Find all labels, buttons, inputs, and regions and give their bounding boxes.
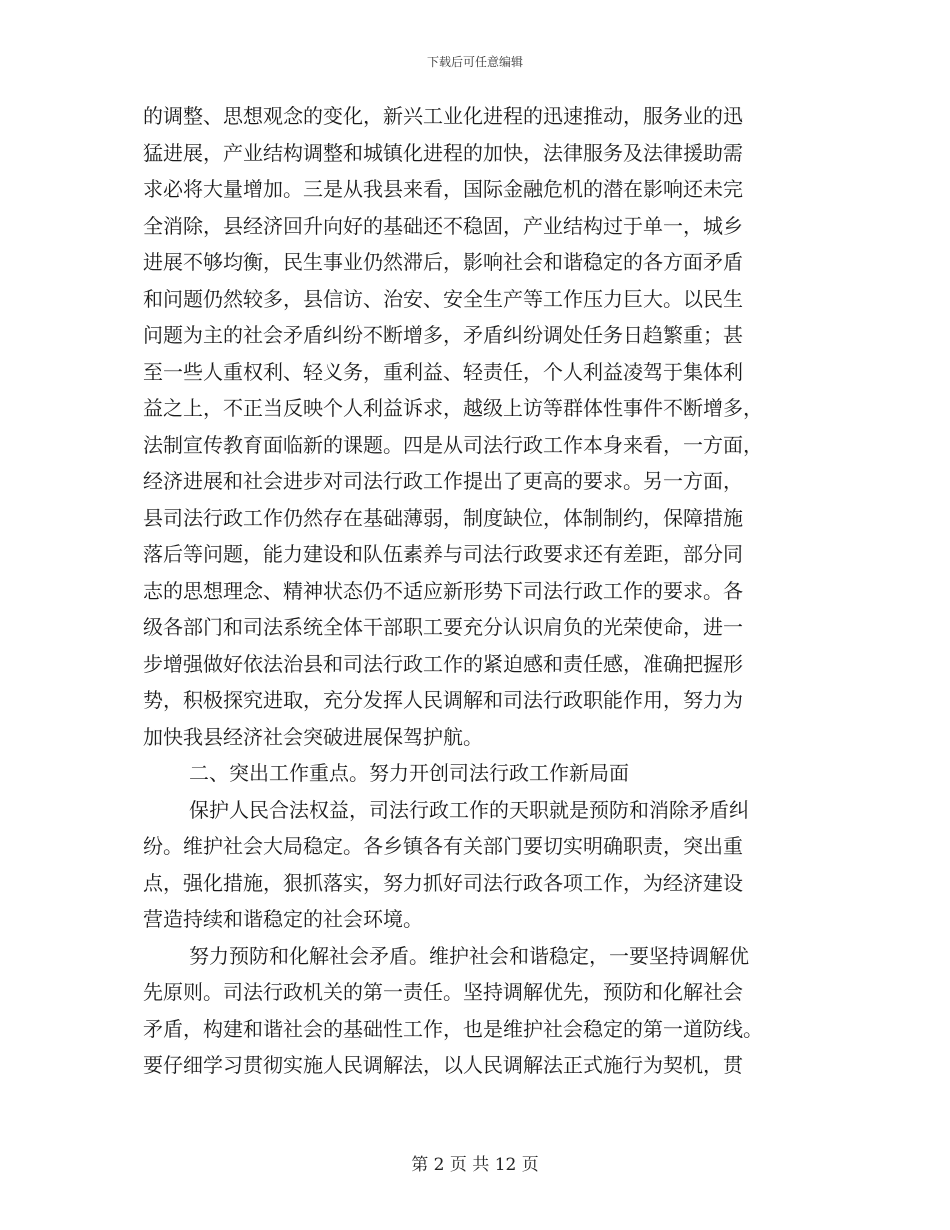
body-line: 益之上，不正当反映个人利益诉求，越级上访等群体性事件不断增多， [143, 396, 763, 420]
paragraph-first-line: 努力预防和化解社会矛盾。维护社会和谐稳定，一要坚持调解优 [189, 943, 749, 968]
body-line: 矛盾，构建和谐社会的基础性工作，也是维护社会稳定的第一道防线。 [143, 1016, 763, 1041]
body-line: 加快我县经济社会突破进展保驾护航。 [143, 724, 483, 749]
body-line: 进展不够均衡，民生事业仍然滞后，影响社会和谐稳定的各方面矛盾 [143, 250, 743, 274]
body-line: 至一些人重权利、轻义务，重利益、轻责任，个人利益凌驾于集体利 [143, 359, 743, 384]
body-line: 问题为主的社会矛盾纠纷不断增多，矛盾纠纷调处任务日趋繁重；甚 [143, 323, 743, 347]
body-line: 经济进展和社会进步对司法行政工作提出了更高的要求。另一方面， [143, 469, 743, 493]
body-line: 先原则。司法行政机关的第一责任。坚持调解优先，预防和化解社会 [143, 980, 743, 1004]
body-line: 全消除，县经济回升向好的基础还不稳固，产业结构过于单一，城乡 [143, 213, 743, 238]
body-line: 和问题仍然较多，县信访、治安、安全生产等工作压力巨大。以民生 [143, 286, 743, 311]
body-line: 志的思想理念、精神状态仍不适应新形势下司法行政工作的要求。各 [143, 578, 743, 603]
body-line: 点，强化措施，狠抓落实，努力抓好司法行政各项工作，为经济建设 [143, 870, 743, 895]
body-line: 势，积极探究进取，充分发挥人民调解和司法行政职能作用，努力为 [143, 688, 743, 712]
body-line: 落后等问题，能力建设和队伍素养与司法行政要求还有差距，部分同 [143, 542, 743, 566]
body-line: 级各部门和司法系统全体干部职工要充分认识肩负的光荣使命，进一 [143, 615, 743, 639]
document-body [143, 98, 808, 1084]
body-line: 猛进展，产业结构调整和城镇化进程的加快，法律服务及法律援助需 [143, 140, 743, 165]
body-line: 步增强做好依法治县和司法行政工作的紧迫感和责任感，准确把握形 [143, 651, 743, 676]
body-line: 营造持续和谐稳定的社会环境。 [143, 907, 423, 931]
body-line: 县司法行政工作仍然存在基础薄弱，制度缺位，体制制约，保障措施 [143, 505, 743, 530]
body-line: 求必将大量增加。三是从我县来看，国际金融危机的潜在影响还未完 [143, 177, 743, 201]
page-number-footer: 第 2 页 共 12 页 [411, 1155, 539, 1175]
body-line: 要仔细学习贯彻实施人民调解法，以人民调解法正式施行为契机，贯 [143, 1053, 743, 1077]
paragraph-first-line: 保护人民合法权益，司法行政工作的天职就是预防和消除矛盾纠 [189, 797, 749, 822]
page-header: 下载后可任意编辑 [426, 55, 523, 69]
body-line: 纷。维护社会大局稳定。各乡镇各有关部门要切实明确职责，突出重 [143, 834, 743, 858]
body-line: 法制宣传教育面临新的课题。四是从司法行政工作本身来看，一方面， [143, 432, 763, 457]
section-heading: 二、突出工作重点。努力开创司法行政工作新局面 [189, 761, 629, 785]
body-line: 的调整、思想观念的变化，新兴工业化进程的迅速推动，服务业的迅 [143, 104, 743, 128]
